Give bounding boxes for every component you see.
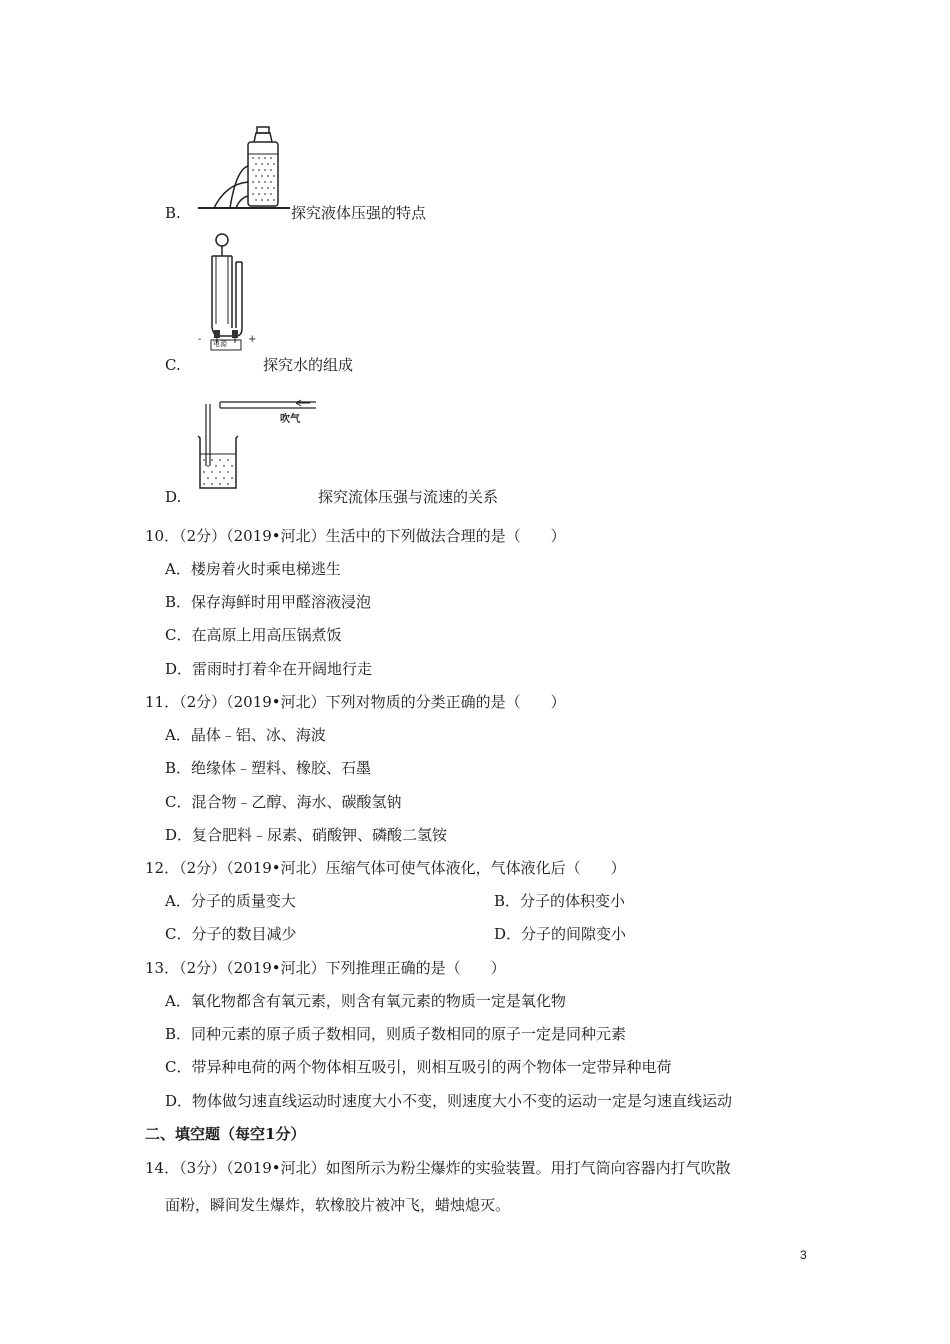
q12-option-d: D．分子的间隙变小 bbox=[494, 925, 627, 943]
q12-stem: 12．（2分）（2019•河北）压缩气体可使气体液化，气体液化后（ ） bbox=[145, 859, 626, 877]
section-2-heading: 二、填空题（每空1分） bbox=[145, 1125, 306, 1143]
q10-option-c: C．在高原上用高压锅煮饭 bbox=[165, 626, 342, 644]
q14-stem-line-1: 14．（3分）（2019•河北）如图所示为粉尘爆炸的实验装置。用打气筒向容器内打气吹散 bbox=[145, 1159, 731, 1177]
q10-option-a: A．楼房着火时乘电梯逃生 bbox=[165, 560, 341, 578]
page-number: 3 bbox=[800, 1248, 807, 1262]
q13-stem: 13．（2分）（2019•河北）下列推理正确的是（ ） bbox=[145, 959, 506, 977]
blow-air-label: 吹气 bbox=[280, 414, 300, 425]
fluid-pressure-flow-figure bbox=[192, 394, 318, 492]
q10-stem: 10．（2分）（2019•河北）生活中的下列做法合理的是（ ） bbox=[145, 527, 566, 545]
q12-option-c: C．分子的数目减少 bbox=[165, 925, 297, 943]
q11-option-b: B．绝缘体﹣塑料、橡胶、石墨 bbox=[165, 759, 372, 777]
q9-option-b-letter: B. bbox=[165, 204, 181, 222]
q13-option-b: B．同种元素的原子质子数相同，则质子数相同的原子一定是同种元素 bbox=[165, 1025, 627, 1043]
q11-option-a: A．晶体﹣铝、冰、海波 bbox=[165, 726, 326, 744]
power-source-label: 电源 bbox=[213, 340, 227, 348]
liquid-pressure-bottle-figure bbox=[196, 124, 292, 214]
q12-option-a: A．分子的质量变大 bbox=[165, 892, 296, 910]
q9-option-c-letter: C. bbox=[165, 356, 181, 374]
q11-stem: 11．（2分）（2019•河北）下列对物质的分类正确的是（ ） bbox=[145, 693, 566, 711]
q11-option-d: D．复合肥料﹣尿素、硝酸钾、磷酸二氢铵 bbox=[165, 826, 448, 844]
q14-stem-line-2: 面粉，瞬间发生爆炸，软橡胶片被冲飞，蜡烛熄灭。 bbox=[165, 1196, 511, 1214]
q12-option-b: B．分子的体积变小 bbox=[494, 892, 626, 910]
q9-option-d-letter: D. bbox=[165, 488, 182, 506]
q13-option-c: C．带异种电荷的两个物体相互吸引，则相互吸引的两个物体一定带异种电荷 bbox=[165, 1058, 672, 1076]
q10-option-d: D．雷雨时打着伞在开阔地行走 bbox=[165, 660, 373, 678]
q9-option-d-text: 探究流体压强与流速的关系 bbox=[318, 488, 499, 506]
q10-option-b: B．保存海鲜时用甲醛溶液浸泡 bbox=[165, 593, 372, 611]
q9-option-c-text: 探究水的组成 bbox=[263, 356, 354, 374]
minus-terminal-label: - bbox=[198, 334, 202, 345]
q9-option-b-text: 探究液体压强的特点 bbox=[291, 204, 427, 222]
plus-terminal-label: + bbox=[248, 334, 257, 345]
q13-option-a: A．氧化物都含有氧元素，则含有氧元素的物质一定是氧化物 bbox=[165, 992, 566, 1010]
q13-option-d: D．物体做匀速直线运动时速度大小不变，则速度大小不变的运动一定是匀速直线运动 bbox=[165, 1092, 733, 1110]
q11-option-c: C．混合物﹣乙醇、海水、碳酸氢钠 bbox=[165, 793, 402, 811]
